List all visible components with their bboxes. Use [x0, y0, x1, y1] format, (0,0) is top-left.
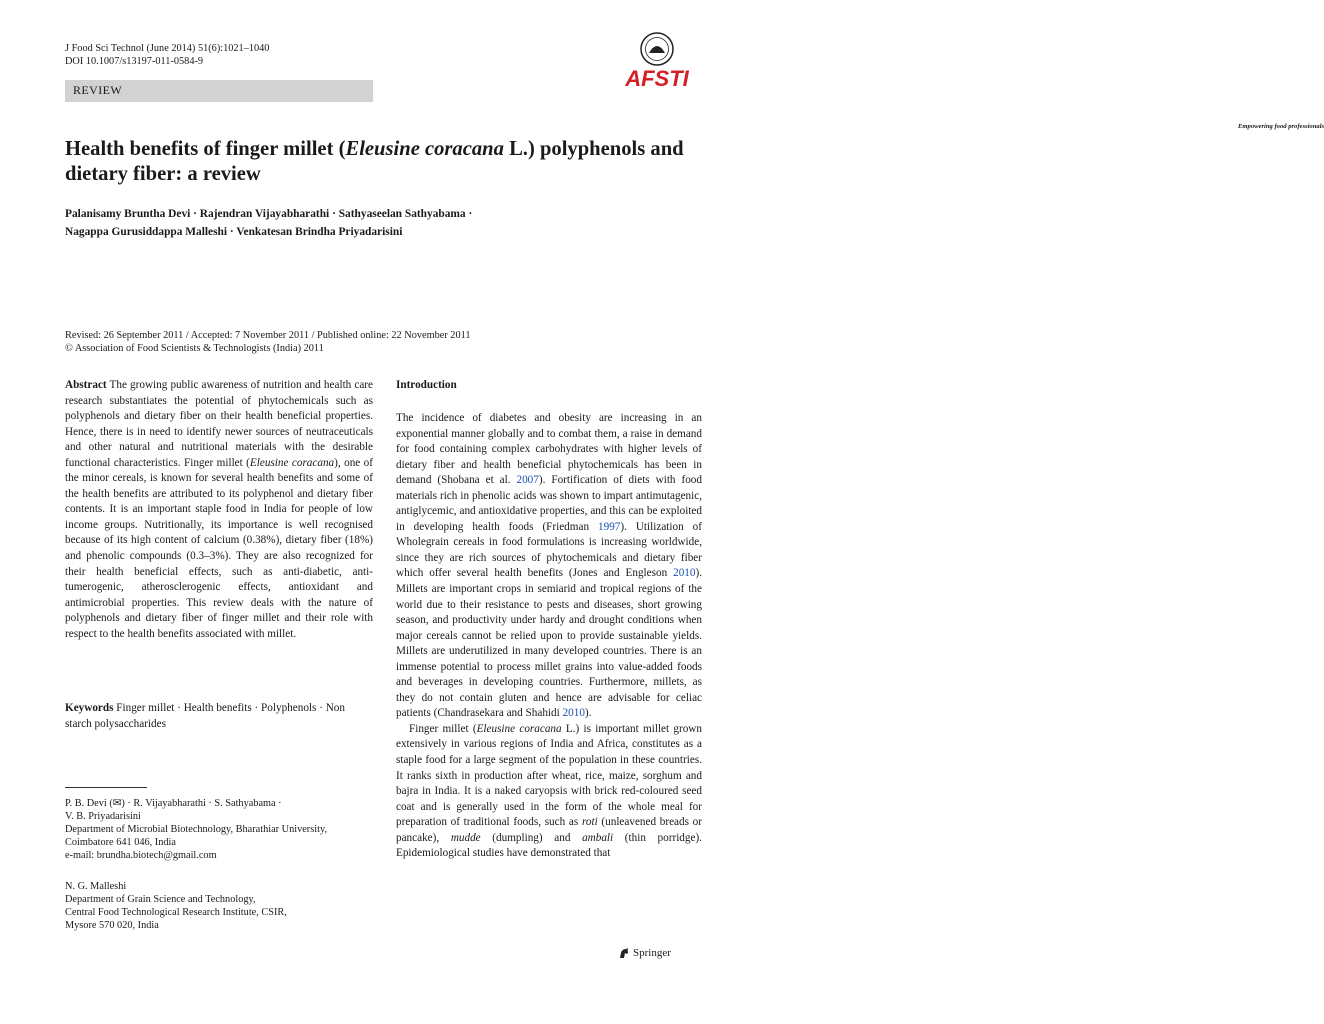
springer-horse-icon: [618, 947, 630, 959]
affiliation-institute: Central Food Technological Research Institute, CSIR,: [65, 907, 287, 918]
article-title: Health benefits of finger millet (Eleusine coracana L.) polyphenols and dietary fiber: a review: [65, 138, 684, 185]
copyright-icon: ©: [65, 343, 73, 354]
paragraph: The incidence of diabetes and obesity are increasing in an exponential manner globally and to combat them, a raise in demand for food containing complex carbohydrates with higher levels of dietary fiber and health beneficial phytochemicals has been in demand (Shobana et al. 2007). Fortification of diets with food materials rich in phenolic acids was shown to impart antimutagenic, antiglycemic, and antioxidative properties, and this can be exploited in developing health foods (Friedman 1997). Utilization of Wholegrain cereals in food formulations is increasing worldwide, since they are rich sources of phytochemicals and dietary fiber which offer several health benefits (Jones and Engleson 2010). Millets are important crops in semiarid and tropical regions of the world due to their resistance to pests and diseases, short growing season, and productivity under hardy and drought conditions when major cereals cannot be relied upon to provide sustainable yields. Millets are underutilized in many developed countries. There is an immense potential to process millet grains into value-added foods and beverages in developing countries. Furthermore, millets, as they do not contain gluten and hence are advisable for celiac patients (Chandrasekara and Shahidi 2010).: [396, 412, 702, 720]
affiliation-1: [65, 797, 373, 862]
affiliation-department: Department of Microbial Biotechnology, Bharathiar University,: [65, 824, 328, 835]
publication-history: [65, 329, 705, 355]
publisher-mark: [618, 947, 671, 959]
affiliation-authors: N. G. Malleshi: [65, 881, 127, 892]
publisher-name: Springer: [633, 947, 671, 959]
introduction-body: [396, 411, 702, 862]
article-type-band: [65, 80, 373, 102]
footnote-divider: [65, 787, 147, 788]
affiliation-authors: P. B. Devi (✉) · R. Vijayabharathi · S. Sathyabama ·: [65, 798, 282, 809]
citation-link[interactable]: 2010: [673, 567, 696, 580]
journal-citation: J Food Sci Technol (June 2014) 51(6):1021–1040: [65, 43, 270, 54]
journal-header: [65, 42, 269, 68]
abstract: Abstract The growing public awareness of nutrition and health care research substantiates the potential of phytochemicals such as polyphenols and dietary fiber on their health beneficial properties. Hence, there is in need to identify newer sources of neutraceuticals and other natural and nutritional materials with the desirable functional characteristics. Finger millet (Eleusine coracana), one of the minor cereals, is known for several health benefits and some of the health benefits are attributed to its polyphenol and dietary fiber contents. It is an important staple food in India for people of low income groups. Nutritionally, its importance is well recognised because of its high content of calcium (0.38%), dietary fiber (18%) and phenolic compounds (0.3–3%). They are also recognized for their health beneficial effects, such as anti-diabetic, anti-tumerogenic, atherosclerogenic effects, antioxidant and antimicrobial properties. This review deals with the nature of polyphenols and dietary fiber of finger millet and their role with respect to the health benefits associated with millet.: [65, 379, 374, 640]
affiliation-department: Department of Grain Science and Technology,: [65, 894, 256, 905]
author-list: [65, 205, 705, 241]
keywords: [65, 701, 373, 732]
logo-wordmark: AFSTI: [625, 66, 689, 91]
afsti-logo: [616, 30, 1324, 130]
affiliation-city: Mysore 570 020, India: [65, 920, 159, 931]
paragraph: Finger millet (Eleusine coracana L.) is important millet grown extensively in various regions of India and Africa, constitutes as a staple food for a large segment of the population in these countries. It ranks sixth in production after wheat, rice, maize, sorghum and bajra in India. It is a naked caryopsis with brick red-coloured seed coat and is generally used in the form of the whole meal for preparation of traditional foods, such as roti (unleavened breads or pancake), mudde (dumpling) and ambali (thin porridge). Epidemiological studies have demonstrated that: [396, 722, 702, 860]
citation-link[interactable]: 2007: [516, 474, 539, 487]
keywords-text: Finger millet · Health benefits · Polyphenols · Non starch polysaccharides: [65, 702, 345, 730]
affiliation-authors: V. B. Priyadarisini: [65, 811, 141, 822]
envelope-icon: ✉: [112, 798, 122, 809]
history-dates: Revised: 26 September 2011 / Accepted: 7 November 2011 / Published online: 22 November 2011: [65, 330, 471, 341]
article-type-label: REVIEW: [73, 83, 123, 97]
logo-tagline: Empowering food professionals: [1238, 123, 1324, 130]
author-line: Nagappa Gurusiddappa Malleshi · Venkatesan Brindha Priyadarisini: [65, 226, 403, 238]
affiliation-2: [65, 880, 373, 932]
doi[interactable]: DOI 10.1007/s13197-011-0584-9: [65, 56, 204, 67]
author-line: Palanisamy Bruntha Devi · Rajendran Vijayabharathi · Sathyaseelan Sathyabama ·: [65, 208, 473, 220]
citation-link[interactable]: 2010: [562, 707, 585, 720]
keywords-label: Keywords: [65, 702, 114, 714]
copyright-line: © Association of Food Scientists & Technologists (India) 2011: [65, 343, 324, 354]
affiliation-city: Coimbatore 641 046, India: [65, 837, 176, 848]
abstract-label: Abstract: [65, 379, 107, 391]
afsti-emblem-icon: [616, 30, 706, 108]
section-heading-introduction: Introduction: [396, 379, 457, 391]
citation-link[interactable]: 1997: [598, 520, 621, 533]
author-email[interactable]: e-mail: brundha.biotech@gmail.com: [65, 850, 217, 861]
